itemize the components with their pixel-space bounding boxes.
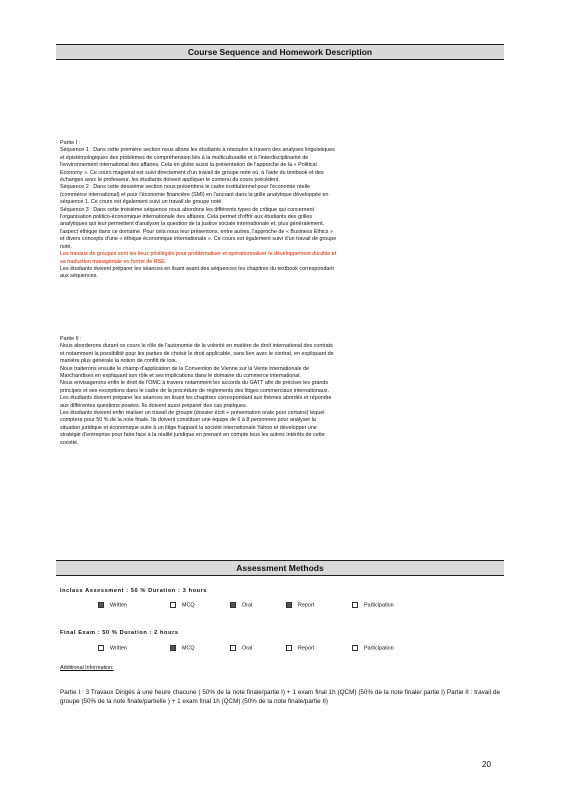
additional-info-label: Additional Information: [60, 665, 114, 671]
partie-1-line: Séquence 2 : Dans cette deuxième section nous présentons le cadre institutionnel pour l'économie réelle [60, 184, 311, 191]
checkbox-icon [98, 645, 104, 651]
partie-1-line: (commerce international) et pour l'économie financière (SMI) en l'ancrant dans la grille analytique développée en [60, 191, 329, 198]
option-label: Oral [242, 602, 253, 609]
option-label: Written [110, 602, 127, 609]
inclass-assessment-label: Inclass Assessment : 50 % Duration : 3 hours [60, 588, 208, 594]
partie-2-line: comptera pour 50 % de la note finale. Ils doivent constituer une équipe de 6 à 8 personnes pour analyser la [60, 417, 316, 424]
partie-1-section [60, 140, 500, 281]
checkbox-icon [286, 602, 292, 608]
final-option-oral[interactable] [230, 645, 252, 651]
option-label: MCQ [182, 645, 195, 652]
final-option-written[interactable] [98, 645, 127, 651]
partie-2-line: et notamment la possibilité pour les parties de choisir le droit applicable, sans lien avec le contrat, en expliquant de [60, 350, 334, 357]
partie-2-section [60, 336, 500, 447]
partie-1-highlight-line: Les travaux de groupes sont les lieux privilégiés pour problématiser et opérationnaliser le développement durable et [60, 251, 337, 258]
checkbox-icon [352, 645, 358, 651]
partie-1-line: noté. [60, 243, 72, 250]
final-exam-label: Final Exam : 50 % Duration : 2 hours [60, 630, 179, 636]
partie-1-line: l'organisation politico-économique internationale des affaires. Cela permet d'offrir aux étudiants des grilles [60, 214, 313, 221]
inclass-option-report[interactable] [286, 602, 314, 608]
partie-1-line: Economy ». Ce cours magistral est suivi directement d'un travail de groupe noté où, à l'aide du textbook et des [60, 169, 324, 176]
partie-2-line: Nous aborderons durant ce cours le rôle de l'autonomie de la volonté en matière de droit international des contrats [60, 343, 333, 350]
partie-1-line: échanges avec le professeur, les étudiants doivent appliquer le contenu du cours précédent. [60, 177, 280, 184]
final-option-mcq[interactable] [170, 645, 195, 651]
option-label: Participation [364, 602, 394, 609]
partie-1-line: séquence 1. Ce cours est également suivi un travail de groupe noté. [60, 199, 223, 206]
checkbox-icon [286, 645, 292, 651]
course-sequence-header: Course Sequence and Homework Description [56, 44, 504, 60]
option-label: Report [298, 602, 315, 609]
partie-2-line: Les étudiants doivent enfin réaliser un travail de groupe (dossier écrit + présentation orale pour certains) lequel [60, 410, 325, 417]
partie-1-line: et divers concepts d'une « éthique économique internationale ». Ce cours est également suivi d'un travail de groupe [60, 236, 337, 243]
option-label: Oral [242, 645, 253, 652]
option-label: MCQ [182, 602, 195, 609]
inclass-option-participation[interactable] [352, 602, 394, 608]
inclass-option-mcq[interactable] [170, 602, 195, 608]
final-option-participation[interactable] [352, 645, 394, 651]
inclass-option-written[interactable] [98, 602, 127, 608]
partie-1-line: et épistémologiques des problèmes de compréhension liés à la multiculturalité et à l'interdisciplinarité de [60, 154, 309, 161]
partie-1-closing-line: aux séquences. [60, 273, 98, 280]
partie-2-line: Nous envisagerons enfin le droit de l'OMC à travers notamment les accords du GATT afin de préciser les grands [60, 380, 329, 387]
partie-2-line: Marchandises en expliquant son rôle et ses implications dans le domaine du commerce international. [60, 373, 301, 380]
final-option-report[interactable] [286, 645, 314, 651]
partie-1-title: Partie I : [60, 140, 81, 146]
checkbox-icon [230, 645, 236, 651]
inclass-options [60, 602, 500, 611]
partie-1-line: Séquence 3 : Dans cette troisième séquence nous abordons les différents types de critique qui concernent [60, 206, 315, 213]
checkbox-icon [170, 645, 176, 651]
partie-2-line: aux différentes questions posées. Ils doivent aussi préparer des cas pratiques. [60, 402, 248, 409]
partie-2-title: Partie II : [60, 336, 82, 342]
checkbox-icon [98, 602, 104, 608]
partie-2-line: stratégie d'entreprise pour faire face à la réalité juridique en prenant en compte tous les autres intérêts de cette [60, 432, 325, 439]
partie-1-highlight-line: sa traduction managériale en forme de RSE. [60, 258, 167, 265]
checkbox-icon [230, 602, 236, 608]
final-options [60, 645, 500, 654]
partie-2-line: société. [60, 439, 79, 446]
page-number: 20 [482, 760, 491, 769]
option-label: Participation [364, 645, 394, 652]
partie-1-line: l'environnement international des affaires. Cela en globe aussi la présentation de l'approche de la « Political [60, 162, 317, 169]
assessment-header: Assessment Methods [56, 560, 504, 576]
partie-1-closing-line: Les étudiants doivent préparer les séances en lisant avant des séquences les chapitres du textbook correspondant [60, 265, 334, 272]
partie-2-line: principes et ses exceptions dans le cadre de la procédure de règlements des litiges commerciaux internationaux. [60, 387, 330, 394]
partie-2-line: Nous traiterons ensuite le champ d'application de la Convention de Vienne sur la Vente internationale de [60, 365, 310, 372]
partie-1-line: Séquence 1 : Dans cette première section nous allons les étudiants à résoudre à travers des analyses linguistiques [60, 147, 335, 154]
partie-2-line: manière plus générale la notion de conflit de lois. [60, 358, 177, 365]
checkbox-icon [170, 602, 176, 608]
option-label: Report [298, 645, 315, 652]
inclass-option-oral[interactable] [230, 602, 252, 608]
partie-1-line: l'aspect éthique dans ce domaine. Pour cela nous leur présentons, entre autres, l'approche de « Business Ethics » [60, 228, 333, 235]
partie-2-line: Les étudiants doivent préparer les séances en lisant les chapitres correspondant aux thèmes abordés et répondre [60, 395, 332, 402]
option-label: Written [110, 645, 127, 652]
checkbox-icon [352, 602, 358, 608]
additional-info-text: Partie I : 3 Travaux Dirigés à une heure chacune ( 50% de la note finale/partie I) + 1 exam final 1h (QCM) (50% de la note finale/ partie I) Partie II : travail de groupe (50% de la note finale/partielle ) + 1 exam final 1h (QCM) (50% de la note finale/partie II) [60, 689, 500, 706]
partie-1-line: analytiques qui leur permettent d'analyser la question de la justice sociale internationale et, plus généralement, [60, 221, 325, 228]
partie-2-line: situation juridique et économique suite à un litige frappant la société internationale Yahoo et développer une [60, 424, 317, 431]
